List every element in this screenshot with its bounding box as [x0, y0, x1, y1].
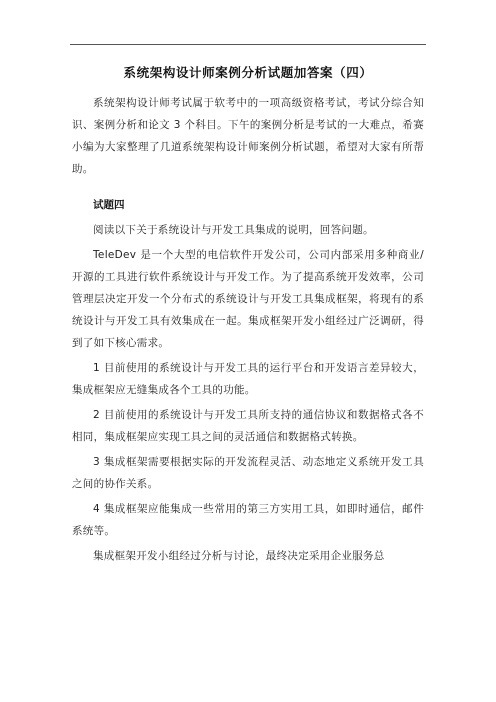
body-paragraph: 集成框架开发小组经过分析与讨论，最终决定采用企业服务总	[93, 550, 385, 562]
body-paragraph: TeleDev 是一个大型的电信软件开发公司，公司内部采用多种商业/开源的工具进行软件系统设计与开发工作。为了提高系统开发效率，公司管理层决定开发一个分布式的系统设计与开发工具集成框架，将现有的系统设计与开发工具有效集成在一起。集成框架开发小组经过广泛调研，得到了如下核心需求。	[72, 249, 424, 349]
requirement-item: 2 目前使用的系统设计与开发工具所支持的通信协议和数据格式各不相同，集成框架应实现工具之间的灵活通信和数据格式转换。	[72, 409, 424, 443]
requirement-item: 4 集成框架应能集成一些常用的第三方实用工具，如即时通信，邮件系统等。	[72, 503, 424, 537]
requirement-item: 1 目前使用的系统设计与开发工具的运行平台和开发语言差异较大，集成框架应无缝集成各个工具的功能。	[72, 362, 424, 396]
body-paragraph: 阅读以下关于系统设计与开发工具集成的说明，回答问题。	[93, 224, 374, 236]
intro-paragraph: 系统架构设计师考试属于软考中的一项高级资格考试，考试分综合知识、案例分析和论文 3 个科目。下午的案例分析是考试的一大难点，希赛小编为大家整理了几道系统架构设计师案例分析试题，希望对大家有所帮助。	[72, 97, 424, 175]
header-rule	[70, 44, 426, 45]
section-heading: 试题四	[93, 199, 125, 211]
document-title: 系统架构设计师案例分析试题加答案（四）	[123, 65, 373, 80]
requirement-item: 3 集成框架需要根据实际的开发流程灵活、动态地定义系统开发工具之间的协作关系。	[72, 456, 424, 490]
document-body	[72, 64, 424, 570]
